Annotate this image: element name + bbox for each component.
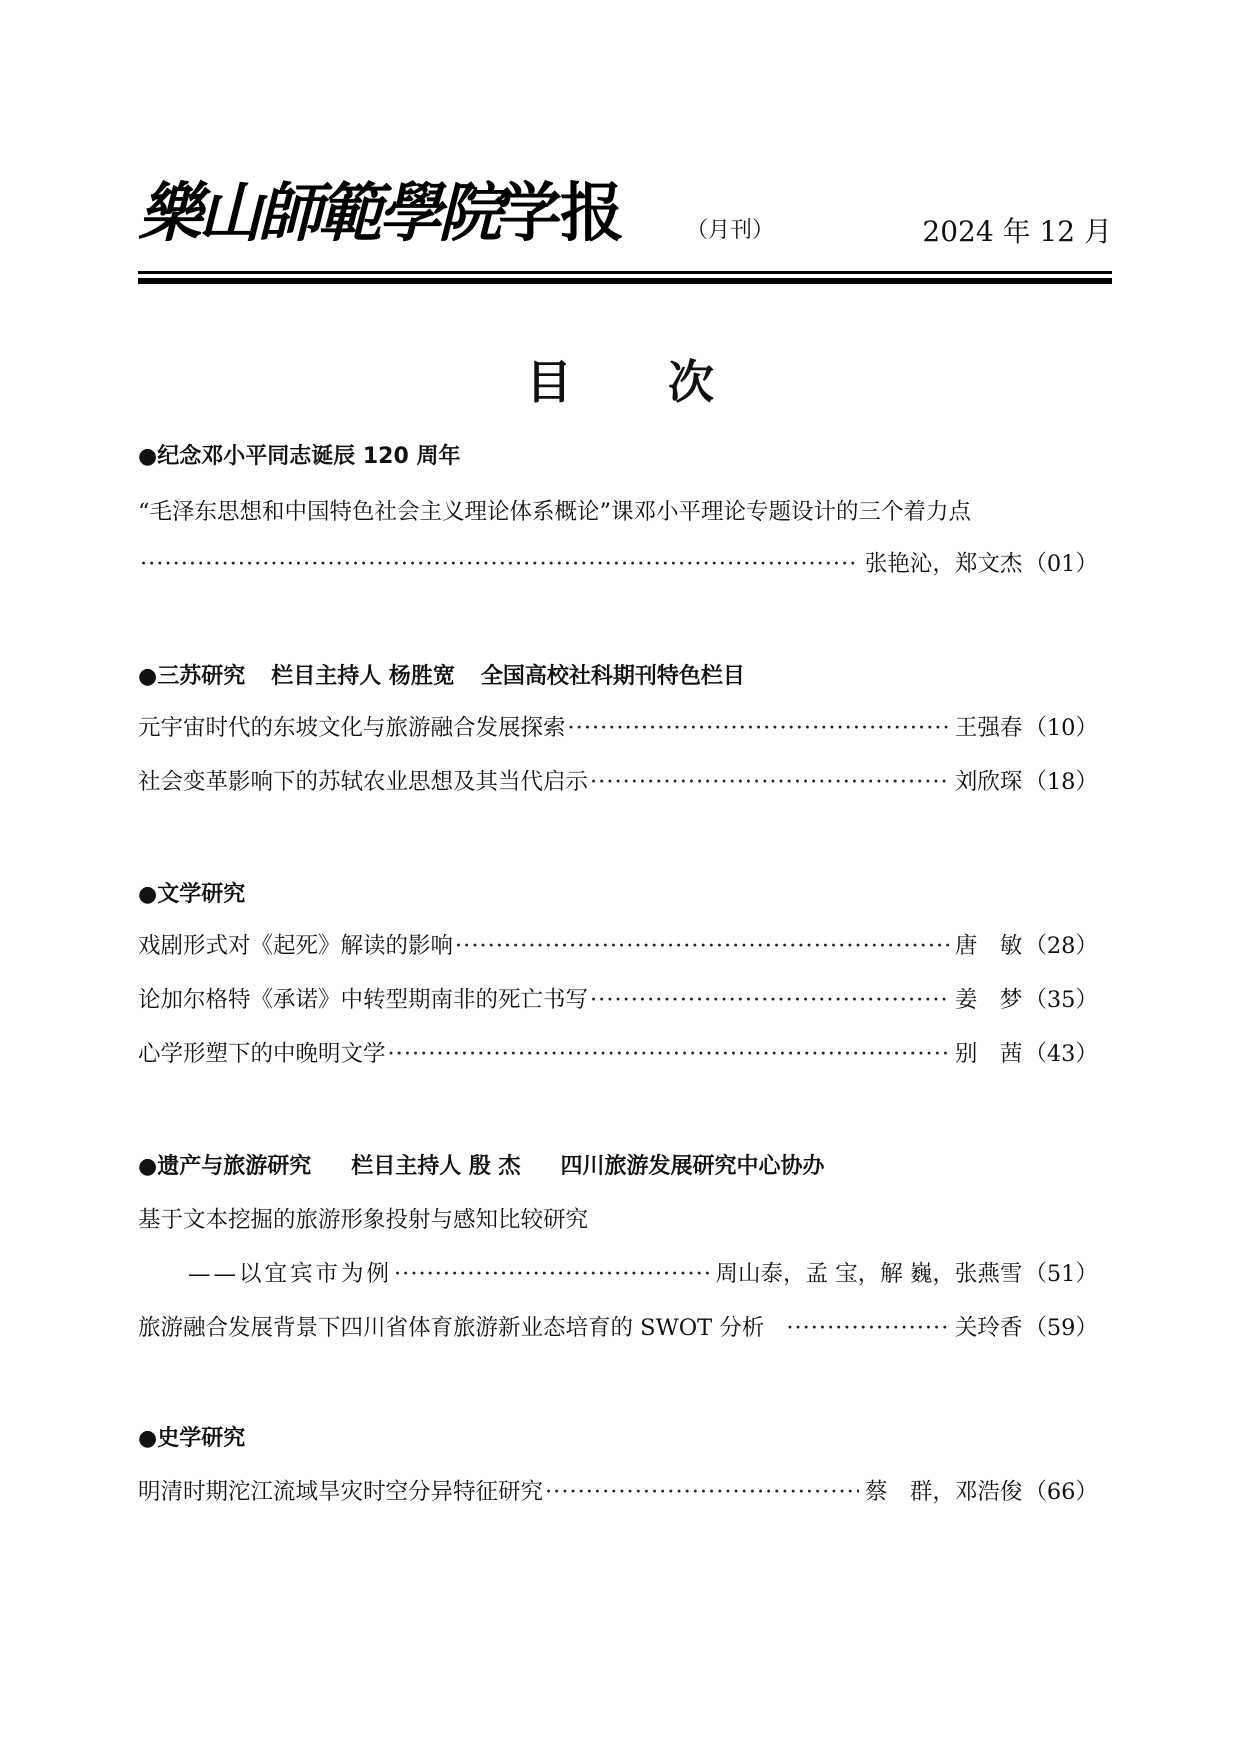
toc-entry[interactable] — [138, 712, 1098, 744]
section-heading-sansu — [138, 662, 745, 692]
toc-entry-author: 别 茜 — [954, 1041, 1023, 1067]
leader-dots — [568, 712, 949, 744]
toc-entry-author: 周山泰，孟 宝，解 巍，张燕雪 — [715, 1261, 1023, 1287]
journal-name — [138, 176, 622, 252]
masthead-rule-thick — [138, 278, 1112, 284]
toc-entry-byline[interactable] — [138, 548, 1098, 580]
toc-entry[interactable] — [138, 1312, 1098, 1344]
issue-date: 2024 年 12 月 — [922, 215, 1112, 248]
journal-name-suffix: 学报 — [498, 176, 622, 251]
toc-entry-title: 戏剧形式对《起死》解读的影响 — [138, 933, 454, 959]
toc-entry-page: （01） — [1024, 551, 1098, 577]
toc-entry-author: 张艳沁，郑文杰 — [864, 551, 1023, 577]
masthead — [138, 172, 1112, 258]
toc-entry-title: 论加尔格特《承诺》中转型期南非的死亡书写 — [138, 987, 589, 1013]
toc-entry-title: 社会变革影响下的苏轼农业思想及其当代启示 — [138, 769, 589, 795]
leader-dots — [455, 930, 949, 962]
toc-entry-page: （66） — [1024, 1479, 1098, 1505]
column-note: 四川旅游发展研究中心协办 — [560, 1154, 825, 1179]
toc-entry-page: （43） — [1024, 1041, 1098, 1067]
toc-entry-author: 关玲香 — [954, 1315, 1023, 1341]
column-host: 栏目主持人 殷 杰 — [351, 1154, 521, 1179]
toc-entry[interactable] — [138, 1476, 1098, 1508]
toc-entry-title: 旅游融合发展背景下四川省体育旅游新业态培育的 SWOT 分析 — [138, 1315, 765, 1341]
toc-entry-page: （28） — [1024, 933, 1098, 959]
toc-entry-page: （18） — [1024, 769, 1098, 795]
toc-entry-author: 姜 梦 — [954, 987, 1023, 1013]
toc-entry-author: 蔡 群，邓浩俊 — [864, 1479, 1023, 1505]
leader-dots — [590, 766, 949, 798]
column-host: 栏目主持人 杨胜宽 — [271, 664, 455, 689]
toc-entry-title[interactable]: “毛泽东思想和中国特色社会主义理论体系概论”课邓小平理论专题设计的三个着力点 — [138, 499, 972, 525]
section-name: ●三苏研究 — [138, 664, 246, 689]
leader-dots — [388, 1038, 949, 1070]
leader-dots — [786, 1312, 949, 1344]
column-note: 全国高校社科期刊特色栏目 — [480, 664, 745, 689]
masthead-rule-thin — [138, 271, 1112, 274]
toc-entry-author: 王强春 — [954, 715, 1023, 741]
section-heading-deng-xiaoping: ●纪念邓小平同志诞辰 120 周年 — [138, 444, 461, 469]
toc-entry-title: 元宇宙时代的东坡文化与旅游融合发展探索 — [138, 715, 566, 741]
journal-name-main: 樂山師範學院 — [138, 176, 498, 251]
section-name: ●遗产与旅游研究 — [138, 1154, 312, 1179]
toc-entry-title: 明清时期沱江流域旱灾时空分异特征研究 — [138, 1479, 544, 1505]
toc-entry-page: （35） — [1024, 987, 1098, 1013]
section-heading-heritage-tourism — [138, 1152, 825, 1182]
toc-entry[interactable] — [138, 930, 1098, 962]
toc-entry-subtitle: ——以宜宾市为例 — [188, 1261, 393, 1287]
leader-dots — [545, 1476, 859, 1508]
toc-entry-page: （51） — [1024, 1261, 1098, 1287]
leader-dots — [590, 984, 949, 1016]
publication-frequency: （月刊） — [686, 218, 775, 243]
toc-entry-byline[interactable] — [188, 1258, 1098, 1290]
toc-entry-title: 心学形塑下的中晚明文学 — [138, 1041, 386, 1067]
toc-entry[interactable] — [138, 1038, 1098, 1070]
toc-entry-page: （10） — [1024, 715, 1098, 741]
leader-dots — [394, 1258, 710, 1290]
toc-entry-author: 唐 敏 — [954, 933, 1023, 959]
toc-entry[interactable] — [138, 766, 1098, 798]
section-heading-literature: ●文学研究 — [138, 882, 246, 907]
toc-entry[interactable] — [138, 984, 1098, 1016]
toc-title: 目次 — [526, 355, 810, 409]
toc-entry-author: 刘欣琛 — [954, 769, 1023, 795]
section-heading-history: ●史学研究 — [138, 1426, 246, 1451]
leader-dots — [140, 548, 859, 580]
toc-entry-title[interactable]: 基于文本挖掘的旅游形象投射与感知比较研究 — [138, 1207, 589, 1233]
toc-entry-page: （59） — [1024, 1315, 1098, 1341]
